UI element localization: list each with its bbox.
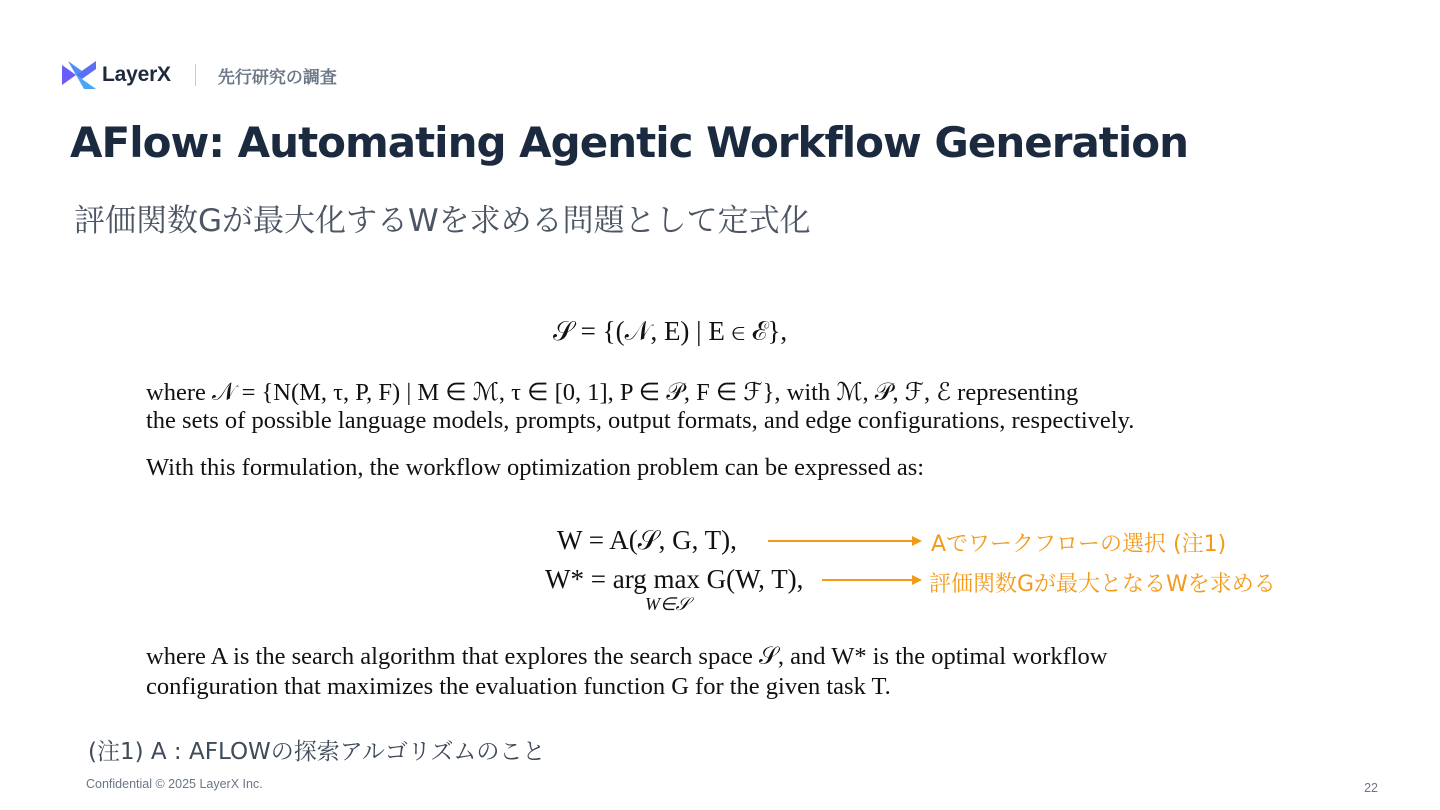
equation-search-space: 𝒮 = {(𝒩, E) | E ∈ ℰ}, [553, 316, 788, 346]
slide-header [62, 60, 337, 90]
argmax-subscript: W∈𝒮 [645, 594, 690, 614]
header-divider [195, 64, 196, 86]
annotation-arrow-2 [820, 572, 924, 588]
logo-text: LayerX [102, 63, 171, 86]
page-number: 22 [1364, 781, 1378, 795]
layerx-logo-icon [62, 61, 96, 89]
equation-optimal-workflow: W* = arg max G(W, T), [545, 564, 804, 594]
equation-workflow: W = A(𝒮, G, T), [557, 525, 737, 555]
annotation-maximize-g: 評価関数Gが最大となるWを求める [929, 572, 1276, 597]
paragraph-2: With this formulation, the workflow optimization problem can be expressed as: [146, 454, 925, 481]
annotation-search-algorithm: Aでワークフローの選択 (注1) [931, 532, 1227, 557]
slide-subtitle: 評価関数Gが最大化するWを求める問題として定式化 [74, 203, 811, 239]
paragraph-1-line-1: where 𝒩 = {N(M, τ, P, F) | M ∈ ℳ, τ ∈ [0, 1], P ∈ 𝒫, F ∈ ℱ}, with ℳ, 𝒫, ℱ, ℰ representing [146, 379, 1079, 406]
footnote: (注1) A : AFLOWの探索アルゴリズムのこと [88, 739, 546, 765]
section-label: 先行研究の調査 [217, 67, 337, 88]
layerx-logo [62, 61, 171, 89]
slide-title: AFlow: Automating Agentic Workflow Generation [70, 118, 1189, 167]
paragraph-3-line-1: where A is the search algorithm that explores the search space 𝒮, and W* is the optimal workflow [146, 643, 1108, 670]
paragraph-3-line-2: configuration that maximizes the evaluation function G for the given task T. [146, 673, 891, 700]
annotation-arrow-1 [766, 533, 924, 549]
paragraph-1-line-2: the sets of possible language models, prompts, output formats, and edge configurations, respectively. [146, 407, 1135, 434]
confidential-footer: Confidential © 2025 LayerX Inc. [86, 777, 263, 791]
